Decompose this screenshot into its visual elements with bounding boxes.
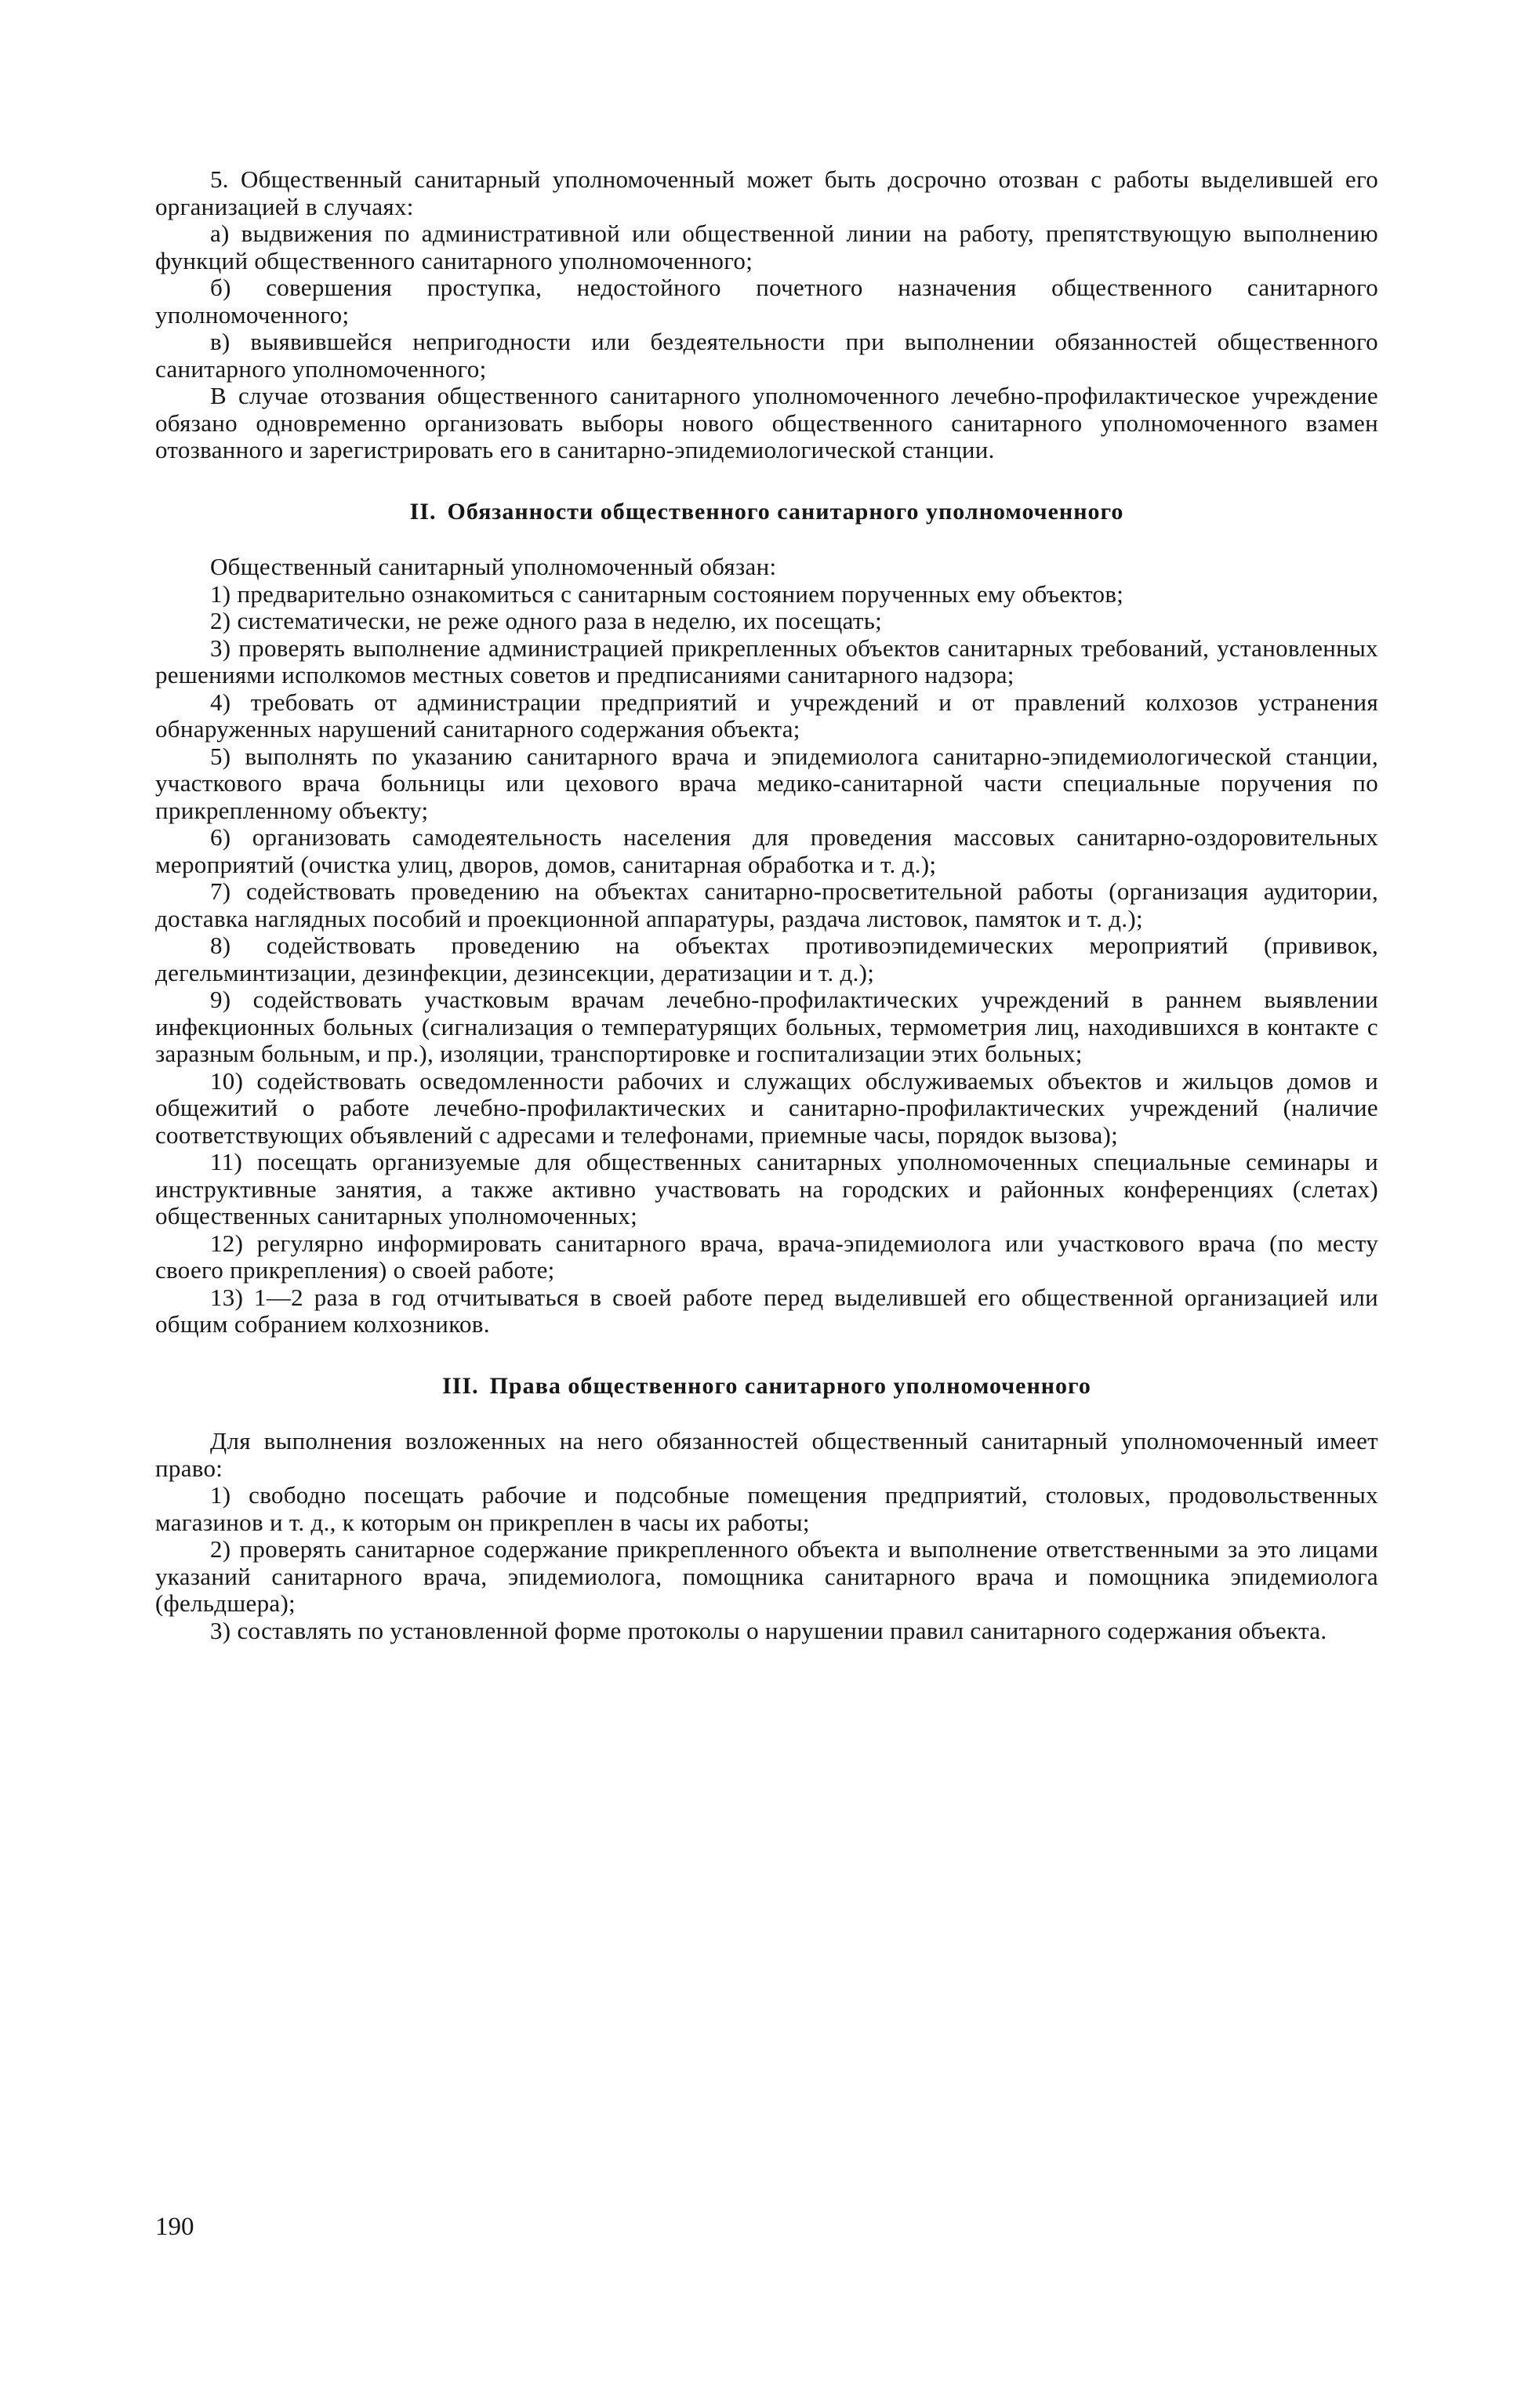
section-number: III.	[442, 1372, 479, 1399]
list-item: 6) организовать самодеятельность населения для проведения массовых санитарно-оздоровительных мероприятий (очистка улиц, дворов, домов, санитарная обработка и т. д.);	[155, 823, 1378, 878]
paragraph: а) выдвижения по административной или общественной линии на работу, препятствующую выполнению функций общественного санитарного уполномоченного;	[155, 220, 1378, 274]
document-page	[155, 166, 1378, 1644]
section-heading	[155, 499, 1378, 526]
paragraph: 5. Общественный санитарный уполномоченный может быть досрочно отозван с работы выделившей его организацией в случаях:	[155, 165, 1378, 220]
rights-section	[155, 1428, 1378, 1644]
paragraph: б) совершения проступка, недостойного почетного назначения общественного санитарного уполномоченного;	[155, 274, 1378, 329]
section-title-text: Обязанности общественного санитарного уполномоченного	[447, 498, 1124, 525]
list-item: 1) свободно посещать рабочие и подсобные помещения предприятий, столовых, продовольственных магазинов и т. д., к которым он прикреплен в часы их работы;	[155, 1481, 1378, 1536]
paragraph: Для выполнения возложенных на него обязанностей общественный санитарный уполномоченный имеет право:	[155, 1427, 1378, 1482]
list-item: 7) содействовать проведению на объектах санитарно-просветительной работы (организация аудитории, доставка наглядных пособий и проекционной аппаратуры, раздача листовок, памяток и т. д.);	[155, 877, 1378, 932]
list-item: 13) 1—2 раза в год отчитываться в своей работе перед выделившей его общественной организацией или общим собранием колхозников.	[155, 1283, 1378, 1338]
paragraph: в) выявившейся непригодности или бездеятельности при выполнении обязанностей общественного санитарного уполномоченного;	[155, 328, 1378, 383]
list-item: 3) составлять по установленной форме протоколы о нарушении правил санитарного содержания объекта.	[210, 1616, 1327, 1644]
list-item: 2) проверять санитарное содержание прикрепленного объекта и выполнение ответственными за это лицами указаний санитарного врача, эпидемиолога, помощника санитарного врача и помощника эпидемиолога (фельдшера);	[155, 1535, 1378, 1617]
duties-section	[155, 554, 1378, 1338]
list-item: 1) предварительно ознакомиться с санитарным состоянием порученных ему объектов;	[210, 579, 1124, 608]
list-item: 9) содействовать участковым врачам лечебно-профилактических учреждений в раннем выявлении инфекционных больных (сигнализация о температурящих больных, термометрия лиц, находившихся в контакте с заразным больным, и пр.), изоляции, транспортировке и госпитализации этих больных;	[155, 986, 1378, 1067]
section-number: II.	[409, 498, 437, 525]
list-item: 12) регулярно информировать санитарного врача, врача-эпидемиолога или участкового врача (по месту своего прикрепления) о своей работе;	[155, 1229, 1378, 1284]
list-item: 5) выполнять по указанию санитарного врача и эпидемиолога санитарно-эпидемиологической станции, участкового врача больницы или цехового врача медико-санитарной части специальные поручения по прикрепленному объекту;	[155, 742, 1378, 824]
page-number: 190	[155, 2213, 194, 2241]
intro-block	[155, 166, 1378, 464]
paragraph: В случае отозвания общественного санитарного уполномоченного лечебно-профилактическое учреждение обязано одновременно организовать выборы нового общественного санитарного уполномоченного взамен отозванного и зарегистрировать его в санитарно-эпидемиологической станции.	[155, 382, 1378, 463]
section-title-text: Права общественного санитарного уполномоченного	[489, 1372, 1091, 1399]
list-item: 4) требовать от администрации предприятий и учреждений и от правлений колхозов устранения обнаруженных нарушений санитарного содержания объекта;	[155, 688, 1378, 743]
list-item: 3) проверять выполнение администрацией прикрепленных объектов санитарных требований, установленных решениями исполкомов местных советов и предписаниями санитарного надзора;	[155, 634, 1378, 688]
list-item: 8) содействовать проведению на объектах противоэпидемических мероприятий (прививок, дегельминтизации, дезинфекции, дезинсекции, дератизации и т. д.);	[155, 932, 1378, 986]
list-item: 11) посещать организуемые для общественных санитарных уполномоченных специальные семинары и инструктивные занятия, а также активно участвовать на городских и районных конференциях (слетах) общественных санитарных уполномоченных;	[155, 1148, 1378, 1229]
list-item: 10) содействовать осведомленности рабочих и служащих обслуживаемых объектов и жильцов домов и общежитий о работе лечебно-профилактических и санитарно-профилактических учреждений (наличие соответствующих объявлений с адресами и телефонами, приемные часы, порядок вызова);	[155, 1066, 1378, 1149]
paragraph: Общественный санитарный уполномоченный обязан:	[210, 553, 777, 580]
section-heading	[155, 1373, 1378, 1400]
list-item: 2) систематически, не реже одного раза в неделю, их посещать;	[210, 607, 883, 634]
